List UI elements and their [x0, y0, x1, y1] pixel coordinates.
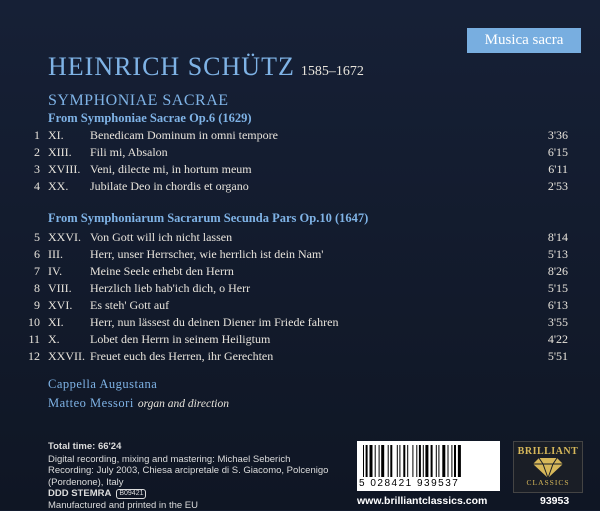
- track-row: [0, 161, 600, 178]
- composer-heading: [48, 52, 364, 82]
- track-row: [0, 144, 600, 161]
- track-title: Herzlich lieb hab'ich dich, o Herr: [90, 280, 250, 297]
- track-title: Benedicam Dominum in omni tempore: [90, 127, 278, 144]
- track-number: 7: [22, 263, 40, 280]
- track-number: 8: [22, 280, 40, 297]
- track-number: 2: [22, 144, 40, 161]
- track-row: [0, 229, 600, 246]
- track-opus: XXVII.: [48, 348, 85, 365]
- website-link[interactable]: www.brilliantclassics.com: [357, 495, 487, 507]
- track-opus: III.: [48, 246, 63, 263]
- track-duration: 5'15: [548, 280, 568, 297]
- barcode-bar: [436, 445, 437, 477]
- track-duration: 3'55: [548, 314, 568, 331]
- track-row: [0, 297, 600, 314]
- barcode-bar: [442, 445, 445, 477]
- track-number: 10: [22, 314, 40, 331]
- barcode: [357, 441, 500, 491]
- performer-role: organ and direction: [138, 398, 229, 410]
- track-duration: 6'15: [548, 144, 568, 161]
- track-row: [0, 314, 600, 331]
- track-number: 6: [22, 246, 40, 263]
- track-title: Veni, dilecte mi, in hortum meum: [90, 161, 252, 178]
- barcode-bar: [366, 445, 368, 477]
- track-title: Jubilate Deo in chordis et organo: [90, 178, 249, 195]
- barcode-bar: [407, 445, 408, 477]
- credit-line: Digital recording, mixing and mastering: Michael Seberich: [48, 454, 338, 466]
- track-title: Herr, nun lässest du deinen Diener im Friede fahren: [90, 314, 338, 331]
- track-opus: XVIII.: [48, 161, 80, 178]
- track-title: Es steh' Gott auf: [90, 297, 169, 314]
- barcode-bar: [454, 445, 456, 477]
- barcode-bar: [438, 445, 439, 477]
- track-row: [0, 263, 600, 280]
- track-row: [0, 178, 600, 195]
- track-row: [0, 280, 600, 297]
- barcode-bar: [419, 445, 421, 477]
- track-opus: XI.: [48, 314, 64, 331]
- track-number: 4: [22, 178, 40, 195]
- track-row: [0, 127, 600, 144]
- barcode-bar: [390, 445, 392, 477]
- brilliant-classics-logo: [513, 441, 583, 493]
- credit-line: (Pordenone), Italy: [48, 477, 338, 489]
- barcode-bar: [375, 445, 376, 477]
- diamond-icon: [533, 458, 563, 478]
- track-duration: 6'13: [548, 297, 568, 314]
- track-title: Von Gott will ich nicht lassen: [90, 229, 232, 246]
- composer-name: HEINRICH SCHÜTZ: [48, 52, 295, 81]
- stemra-label: DDD STEMRA: [48, 488, 111, 500]
- logo-brand: BRILLIANT: [514, 446, 582, 457]
- stemra-line: [48, 488, 338, 500]
- track-opus: X.: [48, 331, 60, 348]
- track-duration: 4'22: [548, 331, 568, 348]
- track-number: 1: [22, 127, 40, 144]
- work-title: SYMPHONIAE SACRAE: [48, 92, 229, 110]
- barcode-digits: 5 028421 939537: [359, 478, 459, 489]
- track-duration: 2'53: [548, 178, 568, 195]
- credits-block: [48, 441, 338, 511]
- track-row: [0, 246, 600, 263]
- track-opus: XVI.: [48, 297, 72, 314]
- performer-ensemble: [48, 377, 157, 392]
- barcode-bar: [416, 445, 417, 477]
- barcode-bar: [403, 445, 405, 477]
- total-time: Total time: 66'24: [48, 441, 338, 453]
- barcode-bar: [431, 445, 433, 477]
- barcode-bars: [363, 445, 494, 477]
- track-opus: XXVI.: [48, 229, 81, 246]
- track-title: Freuet euch des Herren, ihr Gerechten: [90, 348, 273, 365]
- track-duration: 5'51: [548, 348, 568, 365]
- performer-director: [48, 396, 229, 411]
- barcode-bar: [448, 445, 449, 477]
- credit-line: Recording: July 2003, Chiesa arcipretale di S. Giacomo, Polcenigo: [48, 465, 338, 477]
- track-opus: XI.: [48, 127, 64, 144]
- track-opus: IV.: [48, 263, 62, 280]
- track-number: 12: [22, 348, 40, 365]
- track-title: Fili mi, Absalon: [90, 144, 168, 161]
- barcode-bar: [381, 445, 384, 477]
- track-duration: 8'14: [548, 229, 568, 246]
- track-title: Meine Seele erhebt den Herrn: [90, 263, 234, 280]
- barcode-bar: [388, 445, 389, 477]
- barcode-bar: [363, 445, 364, 477]
- section-heading: From Symphoniae Sacrae Op.6 (1629): [48, 111, 252, 126]
- track-duration: 6'11: [548, 161, 568, 178]
- barcode-bar: [379, 445, 380, 477]
- track-title: Lobet den Herrn in seinem Heiligtum: [90, 331, 270, 348]
- manufactured-line: Manufactured and printed in the EU: [48, 500, 338, 511]
- track-opus: XIII.: [48, 144, 72, 161]
- track-duration: 3'36: [548, 127, 568, 144]
- track-opus: XX.: [48, 178, 68, 195]
- track-row: [0, 348, 600, 365]
- track-number: 3: [22, 161, 40, 178]
- barcode-bar: [423, 445, 424, 477]
- track-opus: VIII.: [48, 280, 72, 297]
- track-number: 5: [22, 229, 40, 246]
- barcode-bar: [451, 445, 452, 477]
- barcode-bar: [458, 445, 461, 477]
- track-number: 11: [22, 331, 40, 348]
- performer-name: Matteo Messori: [48, 396, 134, 410]
- track-duration: 8'26: [548, 263, 568, 280]
- stemra-code: B09421: [116, 489, 146, 499]
- performer-name: Cappella Augustana: [48, 377, 157, 391]
- barcode-bar: [399, 445, 400, 477]
- barcode-bar: [370, 445, 373, 477]
- track-title: Herr, unser Herrscher, wie herrlich ist dein Nam': [90, 246, 323, 263]
- barcode-bar: [425, 445, 428, 477]
- series-badge: Musica sacra: [467, 28, 581, 53]
- barcode-bar: [412, 445, 413, 477]
- section-heading: From Symphoniarum Sacrarum Secunda Pars Op.10 (1647): [48, 211, 368, 226]
- track-duration: 5'13: [548, 246, 568, 263]
- barcode-bar: [397, 445, 398, 477]
- catalog-number: 93953: [540, 495, 569, 507]
- composer-dates: 1585–1672: [301, 64, 364, 79]
- track-number: 9: [22, 297, 40, 314]
- track-row: [0, 331, 600, 348]
- logo-sub: CLASSICS: [514, 478, 582, 487]
